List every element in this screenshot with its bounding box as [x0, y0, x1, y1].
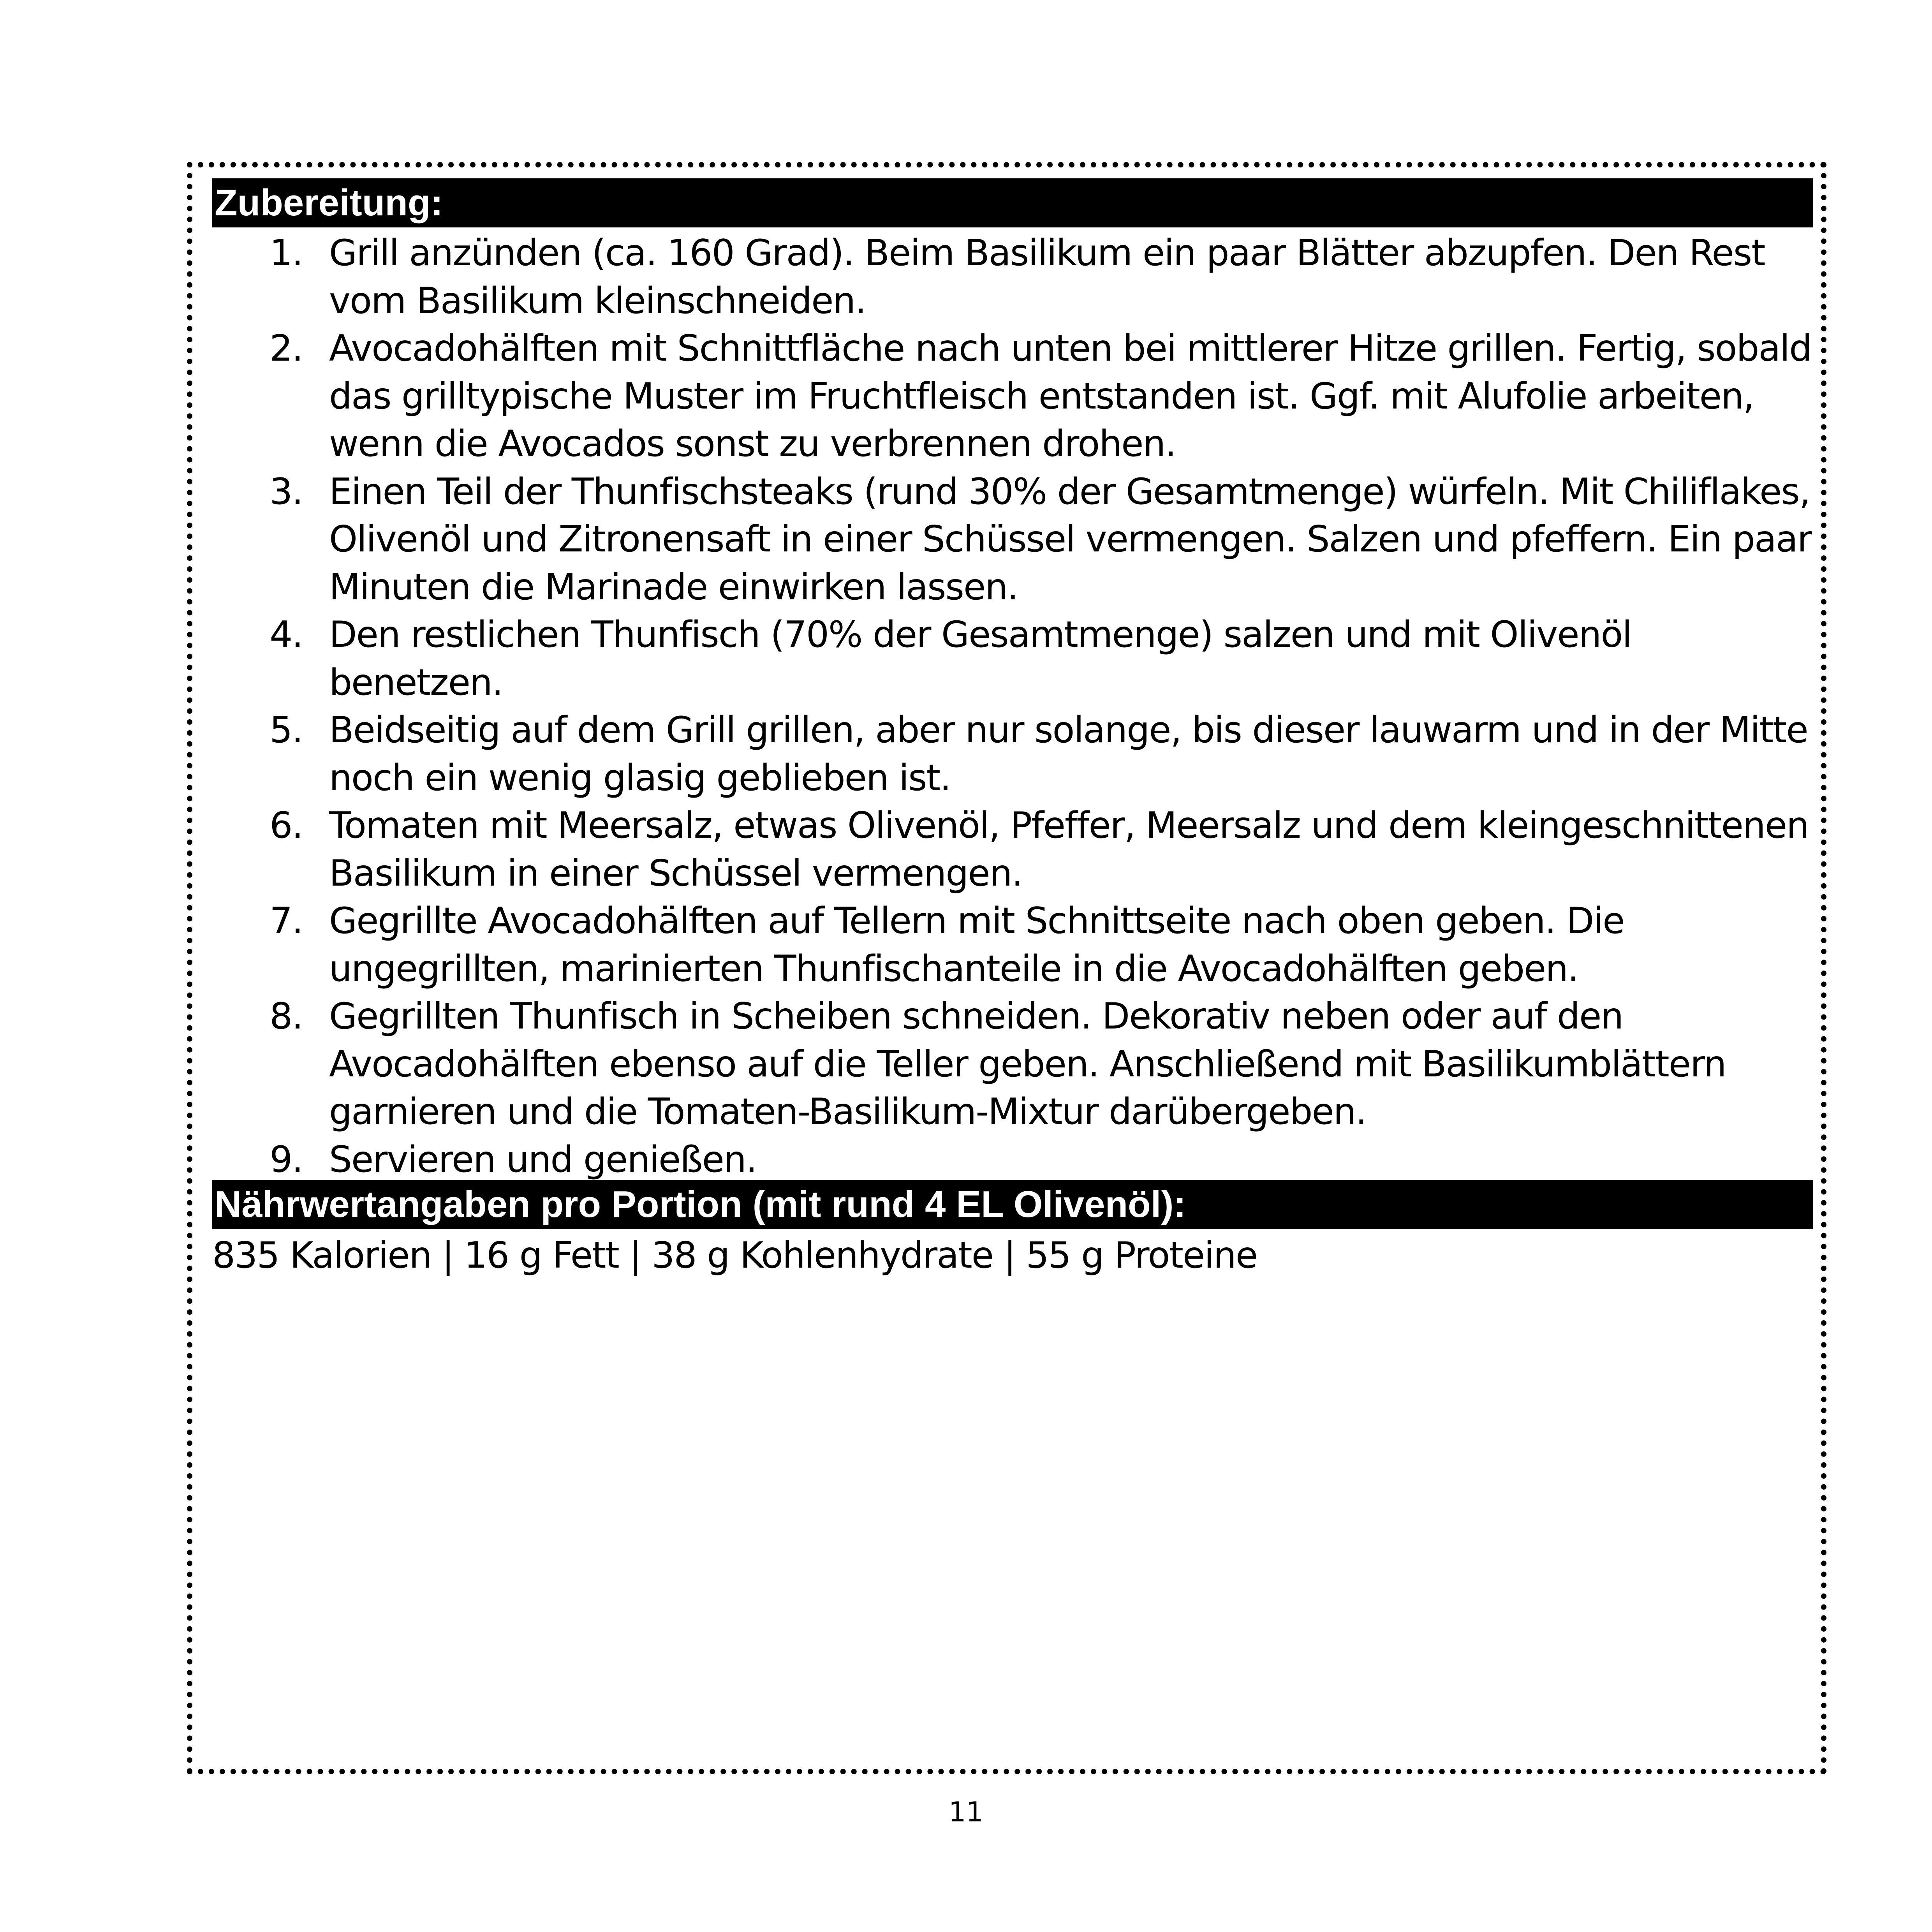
step-item: [212, 992, 1813, 1136]
step-number: 4.: [269, 613, 303, 655]
step-item: [212, 468, 1813, 611]
step-item: [212, 897, 1813, 992]
nutrition-heading: Nährwertangaben pro Portion (mit rund 4 EL Olivenöl):: [212, 1180, 1813, 1229]
step-text: Servieren und genießen.: [329, 1138, 757, 1180]
step-item: [212, 801, 1813, 897]
preparation-steps: [212, 229, 1813, 1183]
step-item: [212, 324, 1813, 468]
nutrition-values: 835 Kalorien | 16 g Fett | 38 g Kohlenhydrate | 55 g Proteine: [212, 1234, 1257, 1276]
step-text: Gegrillte Avocadohälften auf Tellern mit Schnittseite nach oben geben. Die ungegrillten, marinierten Thunfischanteile in die Avocadohälften geben.: [329, 900, 1624, 990]
step-item: [212, 611, 1813, 706]
step-text: Beidseitig auf dem Grill grillen, aber nur solange, bis dieser lauwarm und in der Mitte noch ein wenig glasig geblieben ist.: [329, 709, 1808, 799]
step-number: 1.: [269, 232, 303, 274]
step-number: 6.: [269, 804, 303, 846]
step-text: Avocadohälften mit Schnittfläche nach unten bei mittlerer Hitze grillen. Fertig, sobald das grilltypische Muster im Fruchtfleisch entstanden ist. Ggf. mit Alufolie arbeiten, wenn die Avocados sonst zu verbrennen drohen.: [329, 327, 1812, 465]
step-number: 8.: [269, 995, 303, 1037]
step-number: 2.: [269, 327, 303, 369]
step-text: Grill anzünden (ca. 160 Grad). Beim Basilikum ein paar Blätter abzupfen. Den Rest vom Basilikum kleinschneiden.: [329, 232, 1765, 322]
page-number: 11: [948, 1796, 984, 1828]
step-number: 7.: [269, 900, 303, 942]
step-item: [212, 706, 1813, 801]
step-number: 3.: [269, 470, 303, 512]
preparation-heading: Zubereitung:: [212, 178, 1813, 227]
step-number: 9.: [269, 1138, 303, 1180]
step-text: Tomaten mit Meersalz, etwas Olivenöl, Pfeffer, Meersalz und dem kleingeschnittenen Basilikum in einer Schüssel vermengen.: [329, 804, 1809, 894]
step-text: Einen Teil der Thunfischsteaks (rund 30% der Gesamtmenge) würfeln. Mit Chiliflakes, Olivenöl und Zitronensaft in einer Schüssel vermengen. Salzen und pfeffern. Ein paar Minuten die Marinade einwirken lassen.: [329, 470, 1812, 608]
step-text: Gegrillten Thunfisch in Scheiben schneiden. Dekorativ neben oder auf den Avocadohälften ebenso auf die Teller geben. Anschließend mit Basilikumblättern garnieren und die Tomaten-Basilikum-Mixtur darübergeben.: [329, 995, 1726, 1132]
step-item: [212, 229, 1813, 324]
step-text: Den restlichen Thunfisch (70% der Gesamtmenge) salzen und mit Olivenöl benetzen.: [329, 613, 1632, 703]
step-number: 5.: [269, 709, 303, 751]
step-item: [212, 1136, 1813, 1184]
